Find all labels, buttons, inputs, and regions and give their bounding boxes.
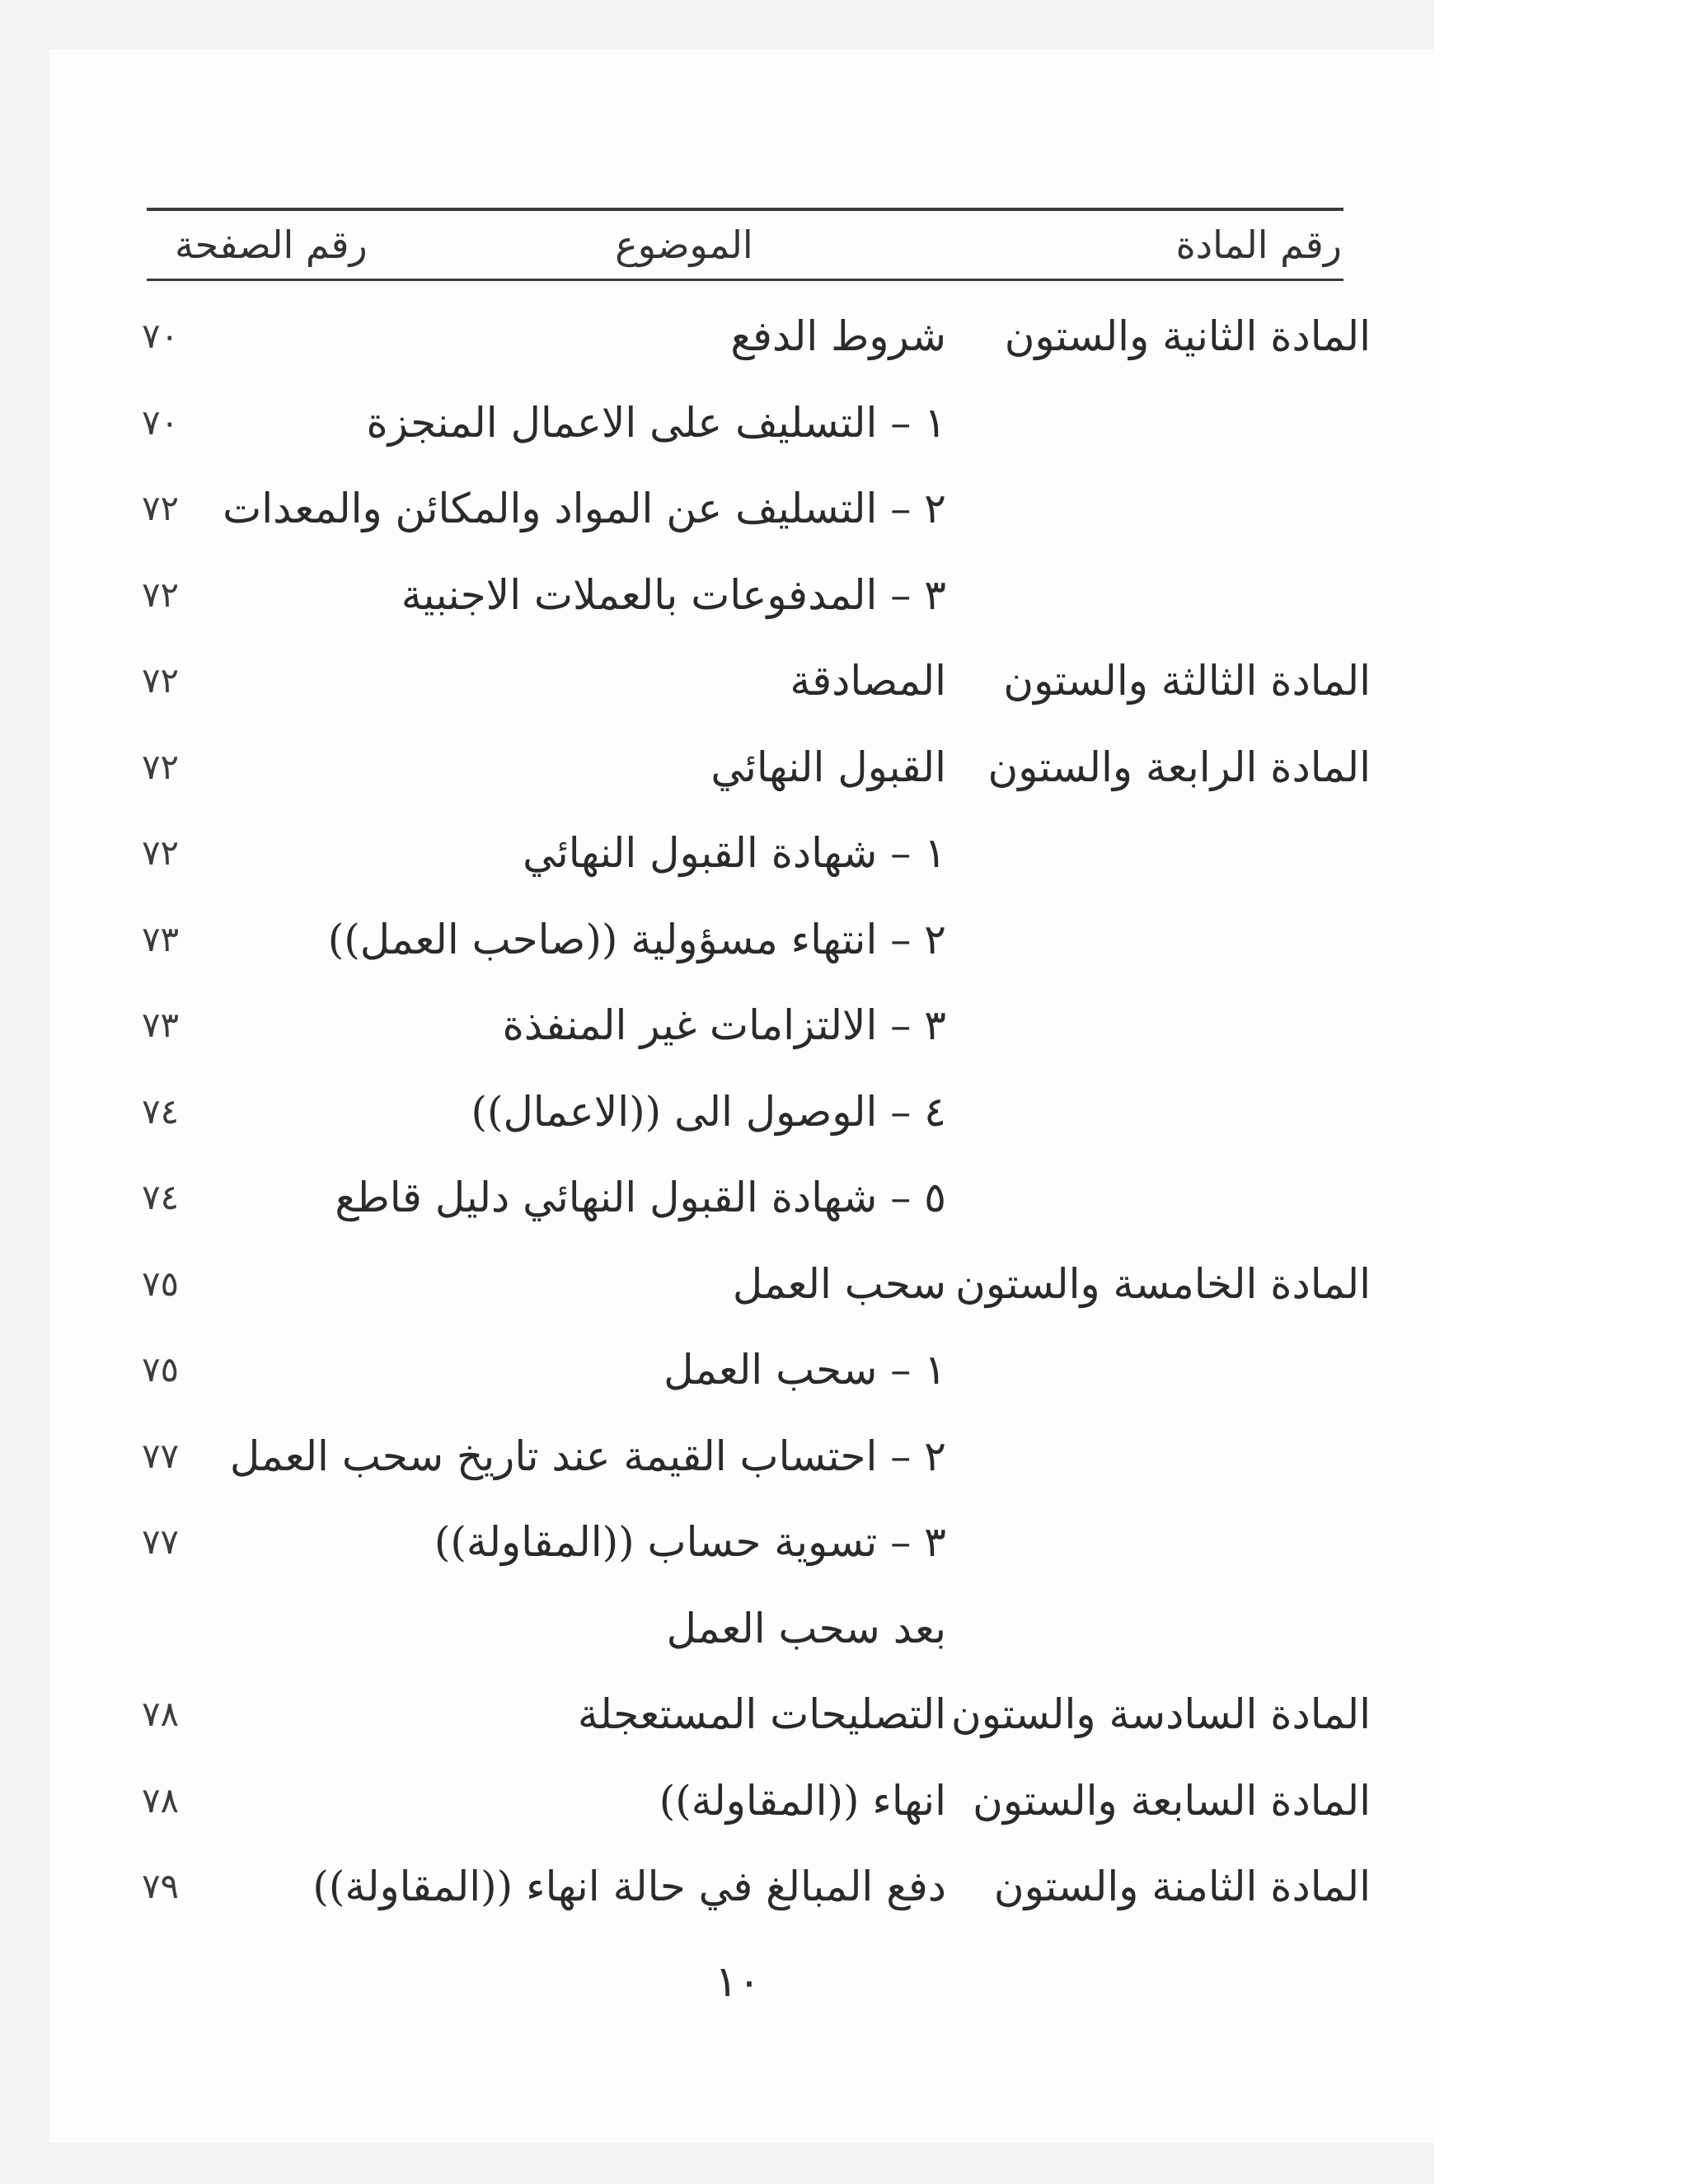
article-number-cell: المادة الثالثة والستون [1003, 657, 1371, 705]
toc-row [0, 1155, 1688, 1240]
toc-row [0, 982, 1688, 1068]
page-number-cell: ٧٢ [142, 832, 180, 873]
page-number-cell: ٧٠ [142, 401, 180, 443]
table-header-rule [147, 279, 1343, 281]
page-number-cell: ٧٨ [142, 1694, 180, 1734]
toc-row [0, 897, 1688, 982]
toc-row [0, 466, 1688, 551]
toc-row [0, 552, 1688, 638]
page-number-cell: ٧٤ [142, 1090, 180, 1132]
toc-row [0, 724, 1688, 810]
header-article-number: رقم المادة [1175, 223, 1342, 267]
toc-row [0, 1499, 1688, 1585]
toc-row [0, 380, 1688, 466]
topic-cell: سحب العمل [732, 1259, 946, 1308]
topic-cell: ١ – شهادة القبول النهائي [523, 829, 946, 877]
page-number-cell: ٧٣ [142, 918, 180, 959]
toc-row [0, 1671, 1688, 1757]
toc-row [0, 638, 1688, 724]
article-number-cell: المادة الرابعة والستون [987, 743, 1371, 791]
topic-cell: التصليحات المستعجلة [577, 1690, 946, 1738]
topic-cell: ٤ – الوصول الى ((الاعمال)) [471, 1087, 946, 1136]
topic-cell: شروط الدفع [730, 312, 946, 360]
toc-row [0, 1844, 1688, 1929]
header-page-number: رقم الصفحة [175, 223, 368, 267]
topic-cell: ٣ – تسوية حساب ((المقاولة)) [434, 1518, 946, 1566]
page-number-cell: ٧٢ [142, 746, 180, 787]
page-number-cell: ٧٢ [142, 574, 180, 615]
toc-row [0, 1327, 1688, 1413]
topic-cell: القبول النهائي [710, 743, 946, 791]
page-number-cell: ٧٧ [142, 1435, 180, 1476]
article-number-cell: المادة السابعة والستون [973, 1776, 1371, 1825]
topic-cell: ٢ – احتساب القيمة عند تاريخ سحب العمل [229, 1432, 946, 1480]
page-number-cell: ٧٥ [142, 1349, 180, 1390]
page-number-cell: ٧٤ [142, 1177, 180, 1217]
article-number-cell: المادة الخامسة والستون [955, 1259, 1371, 1308]
page-number-cell: ٧٢ [142, 660, 180, 701]
page-number-cell: ٧٠ [142, 316, 180, 356]
topic-cell: بعد سحب العمل [666, 1604, 946, 1652]
topic-cell: ٣ – الالتزامات غير المنفذة [502, 1001, 946, 1049]
page-number: ١٠ [715, 1957, 761, 2007]
table-top-rule [147, 208, 1343, 211]
page-number-cell: ٧٩ [142, 1866, 180, 1906]
topic-cell: انهاء ((المقاولة)) [659, 1776, 946, 1825]
toc-row [0, 1586, 1688, 1671]
header-topic: الموضوع [615, 223, 753, 267]
topic-cell: ١ – سحب العمل [663, 1346, 946, 1394]
page-number-cell: ٧٧ [142, 1521, 180, 1562]
toc-row [0, 1069, 1688, 1155]
page-number-cell: ٧٨ [142, 1779, 180, 1821]
topic-cell: ٣ – المدفوعات بالعملات الاجنبية [401, 570, 946, 619]
topic-cell: ٢ – التسليف عن المواد والمكائن والمعدات [223, 485, 946, 532]
toc-row [0, 293, 1688, 379]
toc-row [0, 1241, 1688, 1327]
topic-cell: ٢ – انتهاء مسؤولية ((صاحب العمل)) [327, 915, 946, 963]
topic-cell: دفع المبالغ في حالة انهاء ((المقاولة)) [312, 1863, 946, 1910]
page-number-cell: ٧٢ [142, 488, 180, 528]
toc-row [0, 1413, 1688, 1499]
topic-cell: ٥ – شهادة القبول النهائي دليل قاطع [335, 1174, 946, 1221]
topic-cell: ١ – التسليف على الاعمال المنجزة [366, 398, 946, 447]
article-number-cell: المادة السادسة والستون [951, 1690, 1371, 1738]
page-number-cell: ٧٥ [142, 1263, 180, 1304]
topic-cell: المصادقة [790, 657, 946, 705]
toc-row [0, 1758, 1688, 1844]
page-number-cell: ٧٣ [142, 1005, 180, 1045]
article-number-cell: المادة الثامنة والستون [993, 1863, 1371, 1910]
article-number-cell: المادة الثانية والستون [1004, 312, 1371, 360]
toc-row [0, 810, 1688, 896]
